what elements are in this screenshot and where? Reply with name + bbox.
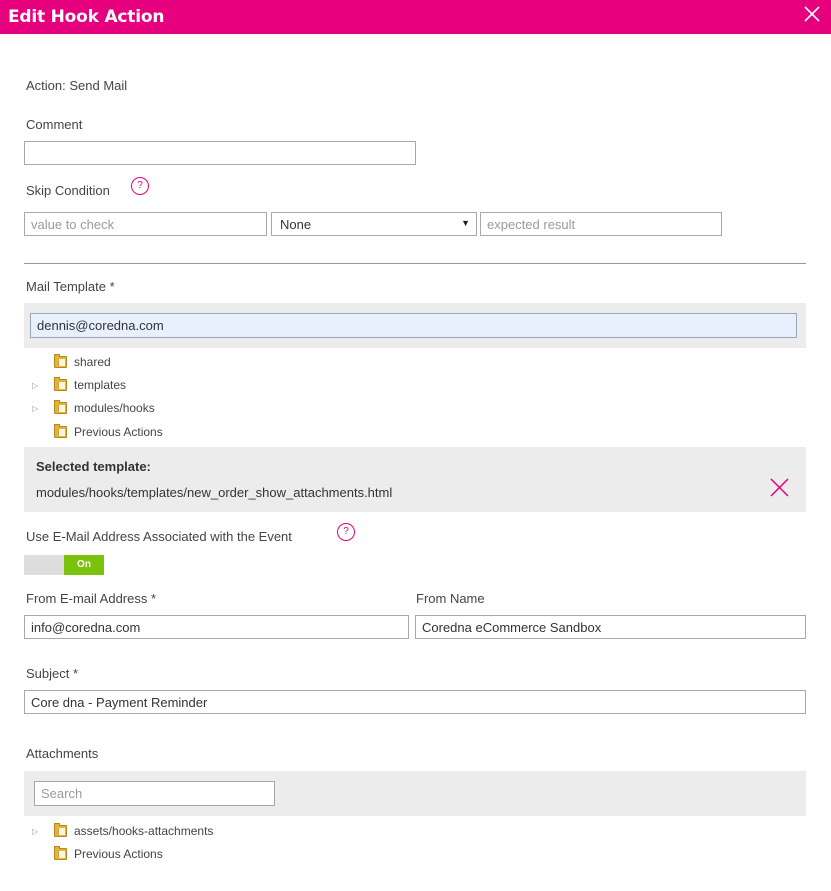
tree-item-label: Previous Actions [74, 847, 163, 861]
section-divider [24, 263, 806, 264]
selected-template-heading: Selected template: [36, 459, 151, 474]
tree-item-label: shared [74, 355, 111, 369]
modal-header [0, 0, 831, 34]
attachments-search-input[interactable] [34, 781, 275, 806]
remove-template-icon[interactable] [770, 478, 789, 497]
toggle-off-segment [24, 555, 64, 575]
use-event-email-help-icon[interactable]: ? [337, 523, 355, 541]
use-event-email-label: Use E-Mail Address Associated with the Event [26, 529, 292, 544]
mail-template-label: Mail Template * [26, 279, 115, 294]
comment-label: Comment [26, 117, 83, 132]
selected-template-panel [24, 447, 806, 512]
folder-icon [54, 426, 67, 438]
skip-operator-select[interactable] [271, 212, 477, 236]
folder-icon [54, 825, 67, 837]
toggle-on-segment: On [64, 555, 104, 575]
skip-condition-help-icon[interactable]: ? [131, 177, 149, 195]
use-event-email-toggle[interactable] [24, 555, 104, 575]
from-email-label: From E-mail Address * [26, 591, 157, 606]
skip-expected-input[interactable] [480, 212, 722, 236]
skip-operator-value: None [280, 217, 312, 232]
attachments-label: Attachments [26, 746, 99, 761]
skip-condition-label: Skip Condition [26, 183, 110, 198]
from-name-label: From Name [416, 591, 485, 606]
tree-item-label: assets/hooks-attachments [74, 824, 214, 838]
chevron-down-icon: ▼ [461, 218, 470, 228]
skip-value-input[interactable] [24, 212, 267, 236]
expand-arrow-icon[interactable]: ▷ [32, 827, 39, 836]
expand-arrow-icon[interactable]: ▷ [32, 404, 39, 413]
subject-label: Subject * [26, 666, 79, 681]
folder-icon [54, 379, 67, 391]
tree-item-label: templates [74, 378, 127, 392]
folder-icon [54, 848, 67, 860]
expand-arrow-icon[interactable]: ▷ [32, 381, 39, 390]
from-name-input[interactable] [415, 615, 806, 639]
close-icon[interactable] [803, 5, 821, 23]
mail-template-search-input[interactable] [30, 313, 797, 338]
tree-item-label: Previous Actions [74, 425, 163, 439]
tree-item-label: modules/hooks [74, 401, 155, 415]
folder-icon [54, 356, 67, 368]
subject-input[interactable] [24, 690, 806, 714]
selected-template-path: modules/hooks/templates/new_order_show_attachments.html [36, 485, 393, 500]
comment-input[interactable] [24, 141, 416, 165]
modal-title: Edit Hook Action [8, 7, 165, 27]
folder-icon [54, 402, 67, 414]
action-label: Action: Send Mail [26, 78, 128, 93]
from-email-input[interactable] [24, 615, 409, 639]
